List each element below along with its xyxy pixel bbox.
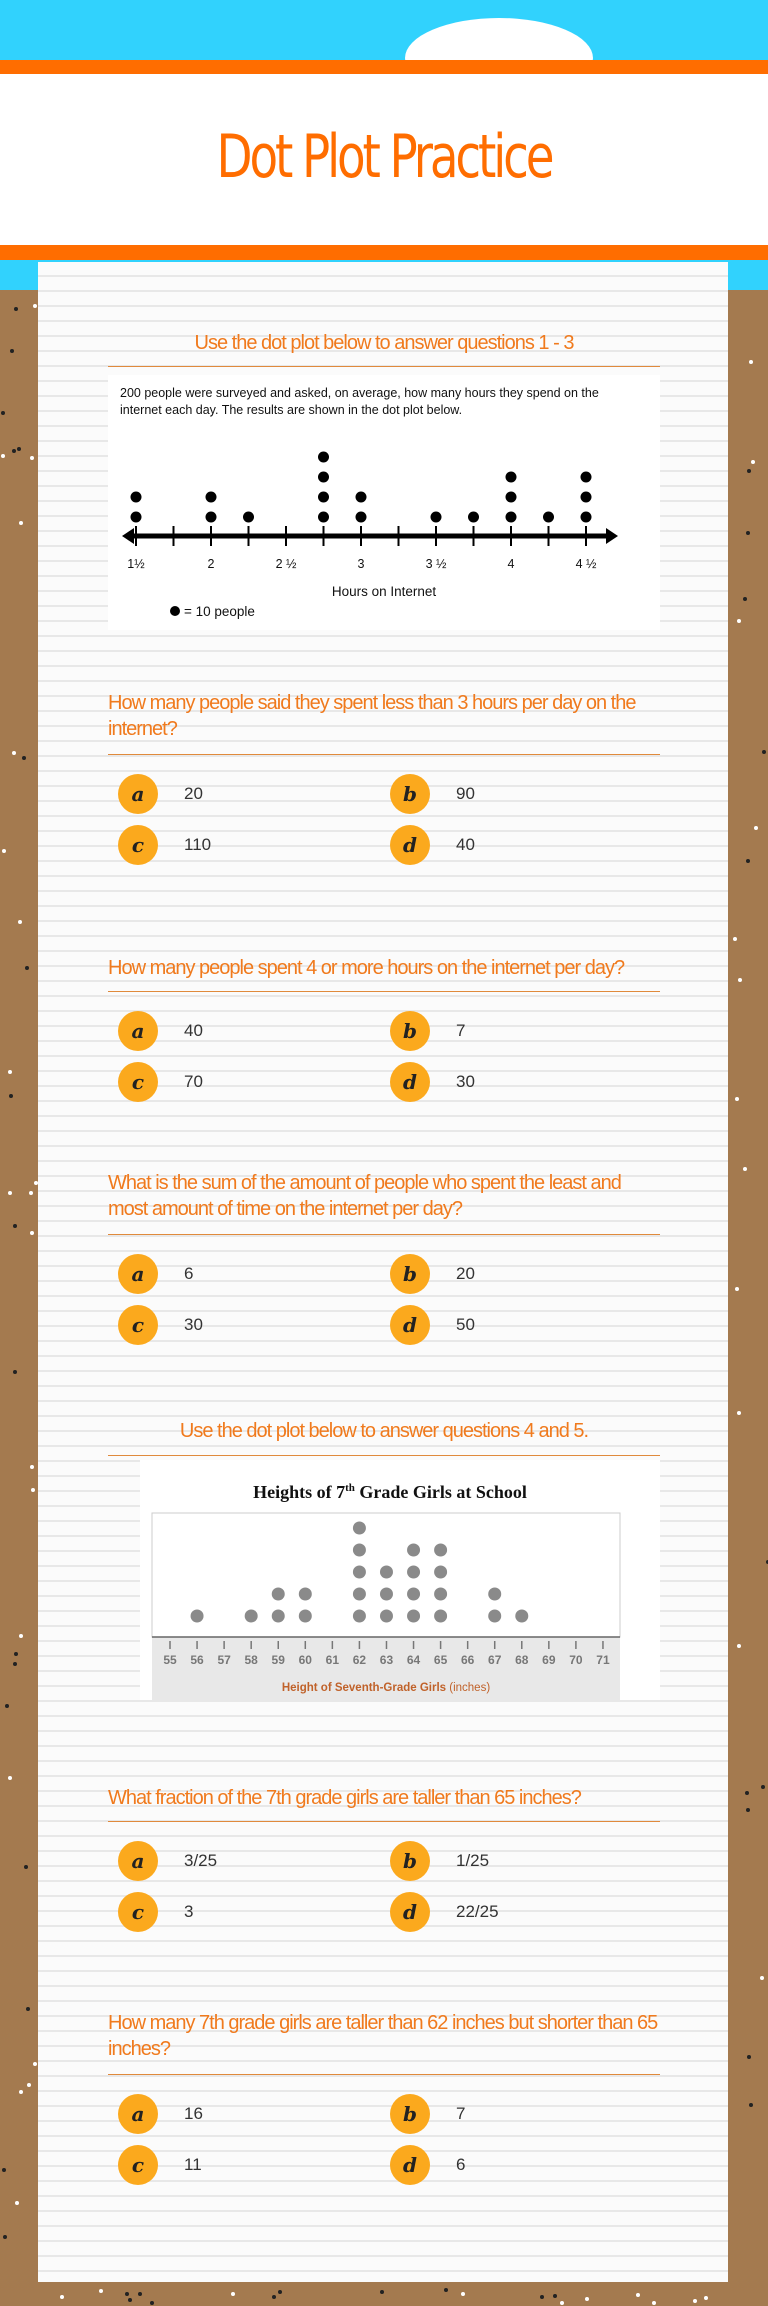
- decorative-dot: [746, 531, 750, 535]
- option-value: 20: [184, 784, 203, 803]
- tick-label: 4 ½: [575, 557, 597, 571]
- top-stripe: [0, 60, 768, 74]
- bottom-stripe: [0, 245, 768, 260]
- question-2-text: How many people spent 4 or more hours on the internet per day?: [108, 957, 625, 979]
- data-dot: [407, 1566, 420, 1579]
- answer-option-d[interactable]: [390, 2145, 465, 2185]
- decorative-dot: [738, 978, 742, 982]
- decorative-dot: [444, 2288, 448, 2292]
- divider: [108, 1455, 660, 1456]
- tick-label: 2 ½: [275, 557, 297, 571]
- data-dot: [488, 1588, 501, 1601]
- answer-option-b[interactable]: [390, 1011, 465, 1051]
- decorative-dot: [735, 1097, 739, 1101]
- answer-option-c[interactable]: [118, 825, 211, 865]
- data-dot: [131, 492, 142, 503]
- decorative-dot: [746, 859, 750, 863]
- data-dot: [272, 1610, 285, 1623]
- tick-label: 57: [217, 1653, 231, 1667]
- decorative-dot: [461, 2292, 465, 2296]
- x-axis-label-main: Height of Seventh-Grade Girls: [281, 1682, 447, 1694]
- decorative-dot: [22, 756, 26, 760]
- tick-label: 55: [163, 1653, 177, 1667]
- decorative-dot: [125, 2292, 129, 2296]
- tick-label: 60: [298, 1653, 312, 1667]
- decorative-dot: [636, 2293, 640, 2297]
- option-value: 40: [456, 835, 475, 854]
- tick-label: 4: [507, 557, 515, 571]
- tick-label: 58: [244, 1653, 258, 1667]
- data-dot: [353, 1566, 366, 1579]
- option-value: 20: [456, 1264, 475, 1283]
- tick-label: 66: [460, 1653, 475, 1667]
- decorative-dot: [12, 449, 16, 453]
- answer-option-c[interactable]: [118, 1305, 203, 1345]
- title-part: Heights of 7: [253, 1482, 346, 1502]
- question-3-text: What is the sum of the amount of people who spent the least and most amount of time on the internet per day?: [108, 1172, 621, 1220]
- divider: [108, 1234, 660, 1235]
- decorative-dot: [34, 1181, 38, 1185]
- data-dot: [380, 1588, 393, 1601]
- tick-label: 62: [352, 1653, 367, 1667]
- option-value: 7: [456, 1021, 466, 1040]
- answer-option-a[interactable]: [118, 1841, 217, 1881]
- option-letter-badge: d: [390, 1892, 430, 1932]
- option-value: 30: [184, 1315, 203, 1334]
- option-letter-badge: c: [118, 825, 158, 865]
- option-value: 40: [184, 1021, 203, 1040]
- decorative-dot: [27, 2083, 31, 2087]
- decorative-dot: [8, 1191, 12, 1195]
- answer-option-c[interactable]: [118, 1062, 203, 1102]
- answer-option-a[interactable]: [118, 2094, 203, 2134]
- tick-label: 3 ½: [425, 557, 447, 571]
- section-title-2: Use the dot plot below to answer questions 4 and 5.: [179, 1420, 589, 1442]
- question-1-text: How many people said they spent less than 3 hours per day on the internet?: [108, 692, 636, 740]
- decorative-dot: [749, 360, 753, 364]
- decorative-dot: [33, 2062, 37, 2066]
- answer-option-b[interactable]: [390, 1254, 475, 1294]
- data-dot: [434, 1544, 447, 1557]
- data-dot: [407, 1588, 420, 1601]
- data-dot: [318, 472, 329, 483]
- option-letter-badge: b: [390, 1254, 430, 1294]
- option-letter-badge: d: [390, 1305, 430, 1345]
- decorative-dot: [18, 920, 22, 924]
- data-dot: [353, 1610, 366, 1623]
- data-dot: [581, 472, 592, 483]
- question-5-text: How many 7th grade girls are taller than 62 inches but shorter than 65 inches?: [108, 2012, 658, 2060]
- divider: [108, 2074, 660, 2075]
- x-axis-label-unit: (inches): [446, 1682, 491, 1694]
- data-dot: [318, 452, 329, 463]
- tick-label: 65: [433, 1653, 448, 1667]
- decorative-dot: [743, 1167, 747, 1171]
- data-dot: [581, 512, 592, 523]
- option-value: 3: [184, 1902, 194, 1921]
- option-value: 50: [456, 1315, 475, 1334]
- option-value: 6: [184, 1264, 194, 1283]
- decorative-dot: [128, 2298, 132, 2302]
- decorative-dot: [704, 2296, 708, 2300]
- option-letter-badge: b: [390, 1841, 430, 1881]
- answer-option-a[interactable]: [118, 1254, 193, 1294]
- decorative-dot: [17, 447, 21, 451]
- tick-label: 1½: [127, 557, 145, 571]
- left-arrow: [122, 528, 134, 544]
- decorative-dot: [31, 1488, 35, 1492]
- answer-option-a[interactable]: [118, 1011, 203, 1051]
- decorative-dot: [762, 750, 766, 754]
- tick-label: 56: [190, 1653, 204, 1667]
- decorative-dot: [745, 1791, 749, 1795]
- tick-label: 3: [357, 557, 365, 571]
- decorative-dot: [737, 1644, 741, 1648]
- decorative-dot: [13, 1224, 17, 1228]
- decorative-dot: [8, 1070, 12, 1074]
- divider: [108, 1821, 660, 1822]
- decorative-dot: [26, 2007, 30, 2011]
- tick-label: 61: [325, 1653, 340, 1667]
- decorative-dot: [1, 454, 5, 458]
- decorative-dot: [13, 1662, 17, 1666]
- data-dot: [434, 1588, 447, 1601]
- tick-label: 63: [379, 1653, 394, 1667]
- decorative-dot: [737, 619, 741, 623]
- option-letter-badge: d: [390, 2145, 430, 2185]
- decorative-dot: [693, 2299, 697, 2303]
- option-letter-badge: c: [118, 1062, 158, 1102]
- decorative-dot: [231, 2292, 235, 2296]
- answer-option-c[interactable]: [118, 2145, 202, 2185]
- decorative-dot: [2, 2168, 6, 2172]
- option-letter-badge: b: [390, 1011, 430, 1051]
- internet-hours-dot-plot: [108, 375, 660, 630]
- tick-label: 68: [515, 1653, 529, 1667]
- data-dot: [356, 492, 367, 503]
- decorative-dot: [3, 2235, 7, 2239]
- data-dot: [431, 512, 442, 523]
- decorative-dot: [733, 937, 737, 941]
- divider: [108, 366, 660, 367]
- data-dot: [581, 492, 592, 503]
- decorative-dot: [13, 1370, 17, 1374]
- decorative-dot: [735, 1287, 739, 1291]
- answer-option-b[interactable]: [390, 1841, 489, 1881]
- page-title: Dot Plot Practice: [216, 122, 552, 192]
- option-letter-badge: a: [118, 2094, 158, 2134]
- data-dot: [245, 1610, 258, 1623]
- data-dot: [272, 1588, 285, 1601]
- decorative-dot: [10, 349, 14, 353]
- option-letter-badge: b: [390, 774, 430, 814]
- decorative-dot: [746, 1808, 750, 1812]
- option-letter-badge: a: [118, 1841, 158, 1881]
- decorative-dot: [60, 2295, 64, 2299]
- decorative-dot: [25, 966, 29, 970]
- decorative-dot: [560, 2301, 564, 2305]
- tick-label: 67: [488, 1653, 502, 1667]
- data-dot: [353, 1544, 366, 1557]
- decorative-dot: [15, 2201, 19, 2205]
- data-dot: [543, 512, 554, 523]
- decorative-dot: [99, 2289, 103, 2293]
- decorative-dot: [9, 1094, 13, 1098]
- data-dot: [299, 1610, 312, 1623]
- answer-option-d[interactable]: [390, 1062, 475, 1102]
- title-part: Grade Girls at School: [354, 1482, 527, 1502]
- decorative-dot: [138, 2292, 142, 2296]
- option-letter-badge: a: [118, 1011, 158, 1051]
- tick-label: 64: [406, 1653, 421, 1667]
- decorative-dot: [2, 849, 6, 853]
- data-dot: [380, 1610, 393, 1623]
- decorative-dot: [1, 411, 5, 415]
- plot-description: 200 people were surveyed and asked, on average, how many hours they spend on the internet each day. The results are shown in the dot plot below.: [120, 386, 599, 417]
- decorative-dot: [585, 2297, 589, 2301]
- answer-option-c[interactable]: [118, 1892, 193, 1932]
- tick-label: 69: [542, 1653, 556, 1667]
- answer-option-d[interactable]: [390, 825, 475, 865]
- option-value: 11: [184, 2155, 202, 2174]
- chart-title: [253, 1482, 527, 1502]
- tick-label: 59: [271, 1653, 285, 1667]
- data-dot: [506, 512, 517, 523]
- option-letter-badge: c: [118, 1892, 158, 1932]
- option-value: 30: [456, 1072, 475, 1091]
- legend-text: = 10 people: [184, 604, 255, 619]
- data-dot: [318, 512, 329, 523]
- decorative-dot: [29, 1191, 33, 1195]
- option-value: 3/25: [184, 1851, 218, 1870]
- option-letter-badge: b: [390, 2094, 430, 2134]
- decorative-dot: [5, 1704, 9, 1708]
- girls-height-dot-plot: [140, 1460, 660, 1700]
- option-value: 1/25: [456, 1851, 490, 1870]
- option-letter-badge: c: [118, 2145, 158, 2185]
- option-letter-badge: d: [390, 1062, 430, 1102]
- data-dot: [131, 512, 142, 523]
- tick-label: 71: [596, 1653, 610, 1667]
- option-value: 6: [456, 2155, 466, 2174]
- title-part: th: [345, 1482, 355, 1494]
- data-dot: [434, 1610, 447, 1623]
- decorative-dot: [14, 1652, 18, 1656]
- option-value: 90: [456, 784, 475, 803]
- divider: [108, 991, 660, 992]
- decorative-dot: [24, 1865, 28, 1869]
- legend-dot: [170, 606, 180, 616]
- data-dot: [434, 1566, 447, 1579]
- decorative-dot: [652, 2301, 656, 2305]
- option-letter-badge: a: [118, 774, 158, 814]
- decorative-dot: [553, 2294, 557, 2298]
- decorative-dot: [754, 826, 758, 830]
- answer-option-d[interactable]: [390, 1892, 499, 1932]
- data-dot: [407, 1610, 420, 1623]
- answer-option-a[interactable]: [118, 774, 203, 814]
- option-letter-badge: a: [118, 1254, 158, 1294]
- data-dot: [488, 1610, 501, 1623]
- data-dot: [515, 1610, 528, 1623]
- decorative-dot: [747, 469, 751, 473]
- decorative-dot: [12, 751, 16, 755]
- answer-option-b[interactable]: [390, 2094, 465, 2134]
- decorative-dot: [30, 456, 34, 460]
- decorative-dot: [278, 2290, 282, 2294]
- data-dot: [318, 492, 329, 503]
- option-letter-badge: c: [118, 1305, 158, 1345]
- answer-option-b[interactable]: [390, 774, 475, 814]
- decorative-dot: [380, 2290, 384, 2294]
- x-axis-label: Hours on Internet: [331, 584, 437, 599]
- option-value: 70: [184, 1072, 203, 1091]
- data-dot: [407, 1544, 420, 1557]
- option-value: 7: [456, 2104, 466, 2123]
- decorative-dot: [761, 1785, 765, 1789]
- data-dot: [191, 1610, 204, 1623]
- tick-label: 2: [207, 557, 215, 571]
- option-value: 16: [184, 2104, 203, 2123]
- data-dot: [506, 492, 517, 503]
- data-dot: [468, 512, 479, 523]
- data-dot: [506, 472, 517, 483]
- decorative-dot: [760, 1976, 764, 1980]
- decorative-dot: [150, 2301, 154, 2305]
- data-dot: [356, 512, 367, 523]
- decorative-dot: [19, 1634, 23, 1638]
- decorative-dot: [749, 2103, 753, 2107]
- data-dot: [353, 1522, 366, 1535]
- decorative-dot: [14, 307, 18, 311]
- divider: [108, 754, 660, 755]
- decorative-dot: [743, 597, 747, 601]
- data-dot: [243, 512, 254, 523]
- decorative-dot: [19, 2090, 23, 2094]
- data-dot: [206, 512, 217, 523]
- decorative-dot: [540, 2295, 544, 2299]
- option-value: 22/25: [456, 1902, 499, 1921]
- decorative-dot: [19, 521, 23, 525]
- decorative-dot: [272, 2295, 276, 2299]
- section-title-1: Use the dot plot below to answer questions 1 - 3: [194, 332, 574, 354]
- right-arrow: [606, 528, 618, 544]
- data-dot: [353, 1588, 366, 1601]
- option-letter-badge: d: [390, 825, 430, 865]
- decorative-dot: [8, 1776, 12, 1780]
- decorative-dot: [30, 1231, 34, 1235]
- data-dot: [380, 1566, 393, 1579]
- tick-label: 70: [569, 1653, 583, 1667]
- answer-option-d[interactable]: [390, 1305, 475, 1345]
- decorative-dot: [30, 1465, 34, 1469]
- decorative-dot: [737, 1411, 741, 1415]
- question-4-text: What fraction of the 7th grade girls are taller than 65 inches?: [108, 1787, 581, 1809]
- decorative-dot: [751, 460, 755, 464]
- data-dot: [206, 492, 217, 503]
- data-dot: [299, 1588, 312, 1601]
- option-value: 110: [184, 835, 212, 854]
- decorative-dot: [747, 2055, 751, 2059]
- x-axis-label: [282, 1682, 491, 1694]
- decorative-dot: [33, 304, 37, 308]
